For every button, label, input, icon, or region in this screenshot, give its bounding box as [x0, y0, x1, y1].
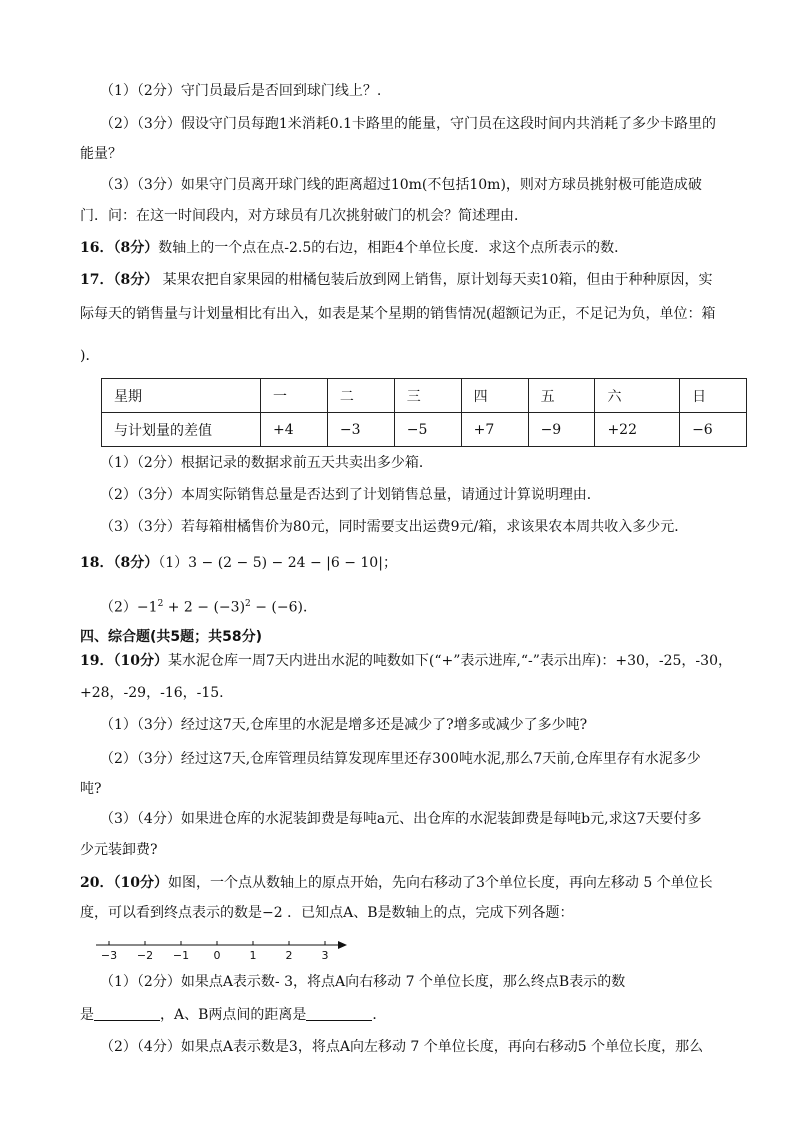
- q15-part3-line1: （3）（3分）如果守门员离开球门线的距离超过10m(不包括10m)，则对方球员挑射极可能造成破: [100, 177, 702, 193]
- q19-question-line1: [80, 651, 748, 671]
- answer-blank-b[interactable]: [94, 1006, 160, 1021]
- q18-part2-expr-a: −1: [136, 599, 158, 616]
- sales-table-value: −6: [680, 413, 747, 447]
- q15-part3-line2: 门．问：在这一时间段内，对方球员有几次挑射破门的机会？简述理由．: [80, 208, 528, 224]
- q20-part2: （2）（4分）如果点A表示数是3，将点A向左移动 7 个单位长度，再向右移动5 个单位长度，那么: [100, 1039, 704, 1055]
- q18-number: 18．: [80, 555, 114, 571]
- q17-question-line3: )．: [80, 348, 100, 364]
- q18-part1-label: （1）: [158, 555, 189, 571]
- number-line-tick-label: 0: [213, 949, 221, 962]
- q18-part2-expr-c: − (−6)．: [250, 599, 317, 616]
- sales-table-header-row: [102, 379, 747, 413]
- sales-table-day: 四: [461, 379, 528, 413]
- q18-part1-end: ；: [382, 555, 397, 571]
- sales-table-value: +4: [261, 413, 328, 447]
- number-line-tick-label: −1: [172, 949, 190, 962]
- q20-part1-line2: [80, 1005, 748, 1025]
- number-line-tick-label: −3: [100, 949, 118, 962]
- q15-part2-line2: 能量？: [80, 146, 122, 162]
- q17-question-line2: 际每天的销售量与计划量相比有出入，如表是某个星期的销售情况(超额记为正，不足记为负，单位：箱: [80, 306, 716, 322]
- q17-question-line1: [80, 270, 748, 290]
- q18-part2: [100, 594, 748, 618]
- sales-table: [101, 378, 747, 447]
- sales-table-day: 六: [595, 379, 680, 413]
- q20-part1-middle: ，A、B两点间的距离是: [160, 1007, 307, 1023]
- q19-question-line2: +28，-29，-16，-15.: [80, 685, 224, 701]
- q18-part2-expr-b: + 2 − (−3): [163, 599, 246, 616]
- sales-table-value: −9: [528, 413, 595, 447]
- sales-table-value: −3: [327, 413, 394, 447]
- q16-score: （8分）: [113, 240, 159, 256]
- q19-score: （10分）: [113, 653, 168, 669]
- q15-part1: （1）（2分）守门员最后是否回到球门线上？.: [100, 83, 382, 99]
- number-line-tick-label: 1: [249, 949, 257, 962]
- q16-question: [80, 238, 748, 258]
- q20-score: （10分）: [113, 875, 168, 891]
- q18-part1-expression: 3 − (2 − 5) − 24 − |6 − 10|: [188, 555, 383, 571]
- q17-number: 17．: [80, 272, 114, 288]
- sales-table-day: 五: [528, 379, 595, 413]
- sales-table-day: 一: [261, 379, 328, 413]
- sales-table-value: −5: [394, 413, 461, 447]
- q18-part2-exponent-2: 2: [245, 599, 251, 609]
- q19-part1: （1）（3分）经过这7天,仓库里的水泥是增多还是减少了?增多或减少了多少吨?: [100, 717, 588, 733]
- q20-question-line2: 度，可以看到终点表示的数是−2 ．已知点A、B是数轴上的点，完成下列各题：: [80, 905, 574, 921]
- q20-text-line1: 如图，一个点从数轴上的原点开始，先向右移动了3个单位长度，再向左移动 5 个单位长: [167, 875, 713, 891]
- number-line-figure: [90, 938, 360, 964]
- q20-question-line1: [80, 873, 748, 893]
- sales-table-day: 二: [327, 379, 394, 413]
- q17-part3: （3）（3分）若每箱柑橘售价为80元，同时需要支出运费9元/箱，求该果农本周共收入多少元．: [100, 519, 689, 535]
- q19-part2-line2: 吨?: [80, 781, 102, 797]
- q19-text-line1: 某水泥仓库一周7天内进出水泥的吨数如下(“+”表示进库,“-”表示出库)：+30，-25，-30，: [167, 653, 732, 669]
- section-4-title: 四、综合题(共5题；共58分): [80, 629, 263, 645]
- sales-table-header-label: 星期: [102, 379, 261, 413]
- q19-part2-line1: （2）（3分）经过这7天,仓库管理员结算发现库里还存300吨水泥,那么7天前,仓库里存有水泥多少: [100, 751, 701, 767]
- number-line-tick-label: 2: [285, 949, 293, 962]
- q20-part1-line1: （1）（2分）如果点A表示数- 3，将点A向右移动 7 个单位长度，那么终点B表示的数: [100, 974, 626, 990]
- sales-table-value-row: [102, 413, 747, 447]
- sales-table-day: 日: [680, 379, 747, 413]
- q19-part3-line1: （3）（4分）如果进仓库的水泥装卸费是每吨a元、出仓库的水泥装卸费是每吨b元,求这7天要付多: [100, 811, 702, 827]
- q19-part3-line2: 少元装卸费?: [80, 842, 158, 858]
- q20-part1-prefix: 是: [80, 1007, 94, 1023]
- sales-table-day: 三: [394, 379, 461, 413]
- q18-score: （8分）: [113, 555, 159, 571]
- q17-text-line1: 某果农把自家果园的柑橘包装后放到网上销售，原计划每天卖10箱，但由于种种原因，实: [158, 272, 713, 288]
- sales-table-row-label: 与计划量的差值: [102, 413, 261, 447]
- q19-number: 19．: [80, 653, 114, 669]
- sales-table-value: +7: [461, 413, 528, 447]
- q17-part1: （1）（2分）根据记录的数据求前五天共卖出多少箱．: [100, 455, 433, 471]
- number-line-tick-label: −2: [136, 949, 154, 962]
- q20-number: 20．: [80, 875, 114, 891]
- q18-part1: [80, 553, 748, 573]
- q17-score: （8分）: [113, 272, 159, 288]
- answer-blank-distance[interactable]: [306, 1006, 372, 1021]
- q20-part1-end: ．: [372, 1007, 387, 1023]
- sales-table-value: +22: [595, 413, 680, 447]
- number-line-arrow-icon: [338, 941, 347, 949]
- number-line-tick-label: 3: [321, 949, 329, 962]
- q17-part2: （2）（3分）本周实际销售总量是否达到了计划销售总量，请通过计算说明理由．: [100, 487, 601, 503]
- q18-part2-exponent-1: 2: [157, 599, 164, 609]
- q15-part2-line1: （2）（3分）假设守门员每跑1米消耗0.1卡路里的能量，守门员在这段时间内共消耗了多少卡路里的: [100, 116, 716, 132]
- q18-part2-label: （2）: [100, 599, 137, 616]
- q16-number: 16．: [80, 240, 114, 256]
- q16-text: 数轴上的一个点在点-2.5的右边，相距4个单位长度．求这个点所表示的数．: [158, 240, 629, 256]
